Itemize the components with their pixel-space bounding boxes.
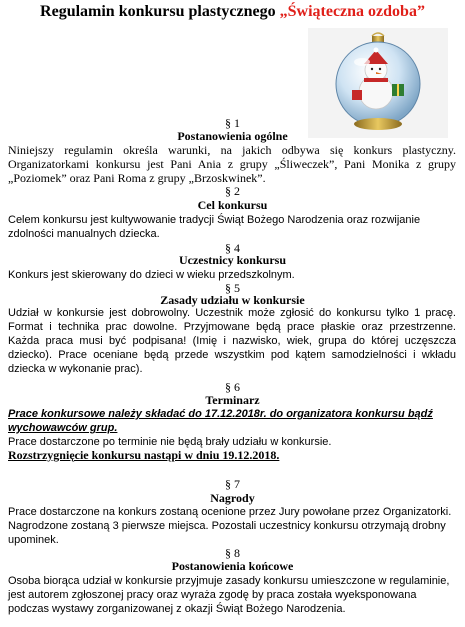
section-5-number: § 5 xyxy=(225,281,240,295)
section-6-late-note: Prace dostarczone po terminie nie będą brały udziału w konkursie. xyxy=(8,436,332,448)
section-7-text: Prace dostarczone na konkurs zostaną ocenione przez Jury powołane przez Organizatorki. Nagrodzone zostaną 3 pierwsze miejsca. Pozostali uczestnicy konkursu otrzymają drobny upominek. xyxy=(8,506,452,546)
section-6-deadline: Prace konkursowe należy składać do 17.12.2018r. do organizatora konkursu bądź wychowawców grup. xyxy=(8,408,433,434)
section-5-text: Udział w konkursie jest dobrowolny. Uczestnik może zgłosić do konkursu tylko 1 pracę. Format i technika prac dowolne. Przyjmowane będą prace płaskie oraz przestrzenne. Każda praca musi być podpisana! (Imię i nazwisko, wiek, grupa do której uczęszcza dziecko). Prace oceniane będą przede wszystkim pod kątem samodzielności i wkładu dziecka w wykonanie prac). xyxy=(8,307,456,375)
section-2-heading: Cel konkursu xyxy=(197,198,268,212)
section-6-number: § 6 xyxy=(225,380,240,394)
section-8-number: § 8 xyxy=(225,546,240,560)
section-5-heading: Zasady udziału w konkursie xyxy=(160,293,305,307)
section-2-number: § 2 xyxy=(225,184,240,198)
section-7-heading: Nagrody xyxy=(210,491,255,505)
section-8-text: Osoba biorąca udział w konkursie przyjmuje zasady konkursu umieszczone w regulaminie, jest autorem zgłoszonej pracy oraz wyraża zgodę by praca została wyeksponowana podczas wystawy zorganizowanej z okazji Świąt Bożego Narodzenia. xyxy=(8,575,450,615)
section-4-heading: Uczestnicy konkursu xyxy=(178,253,286,267)
section-1-number: § 1 xyxy=(225,116,240,130)
section-8-heading: Postanowienia końcowe xyxy=(171,559,294,573)
section-7-number: § 7 xyxy=(225,477,240,491)
section-6-heading: Terminarz xyxy=(205,393,260,407)
title-contest-name: „Świąteczna ozdoba” xyxy=(279,3,425,20)
section-2-text: Celem konkursu jest kultywowanie tradycji Świąt Bożego Narodzenia oraz rozwijanie zdolności manualnych dziecka. xyxy=(8,214,421,240)
section-4-text: Konkurs jest skierowany do dzieci w wieku przedszkolnym. xyxy=(8,269,295,281)
section-6-result-date: Rozstrzygnięcie konkursu nastąpi w dniu 19.12.2018. xyxy=(8,448,280,462)
section-4-number: § 4 xyxy=(225,241,240,255)
section-1-heading: Postanowienia ogólne xyxy=(177,129,288,143)
title-main: Regulamin konkursu plastycznego xyxy=(40,3,280,20)
document-title xyxy=(0,2,465,22)
section-1-text: Niniejszy regulamin określa warunki, na jakich odbywa się konkurs plastyczny. Organizatorkami konkursu jest Pani Ania z grupy „Śliweczek”, Pani Monika z grupy „Poziomek” oraz Pani Roma z grupy „Brzoskwinek”. xyxy=(8,143,456,185)
